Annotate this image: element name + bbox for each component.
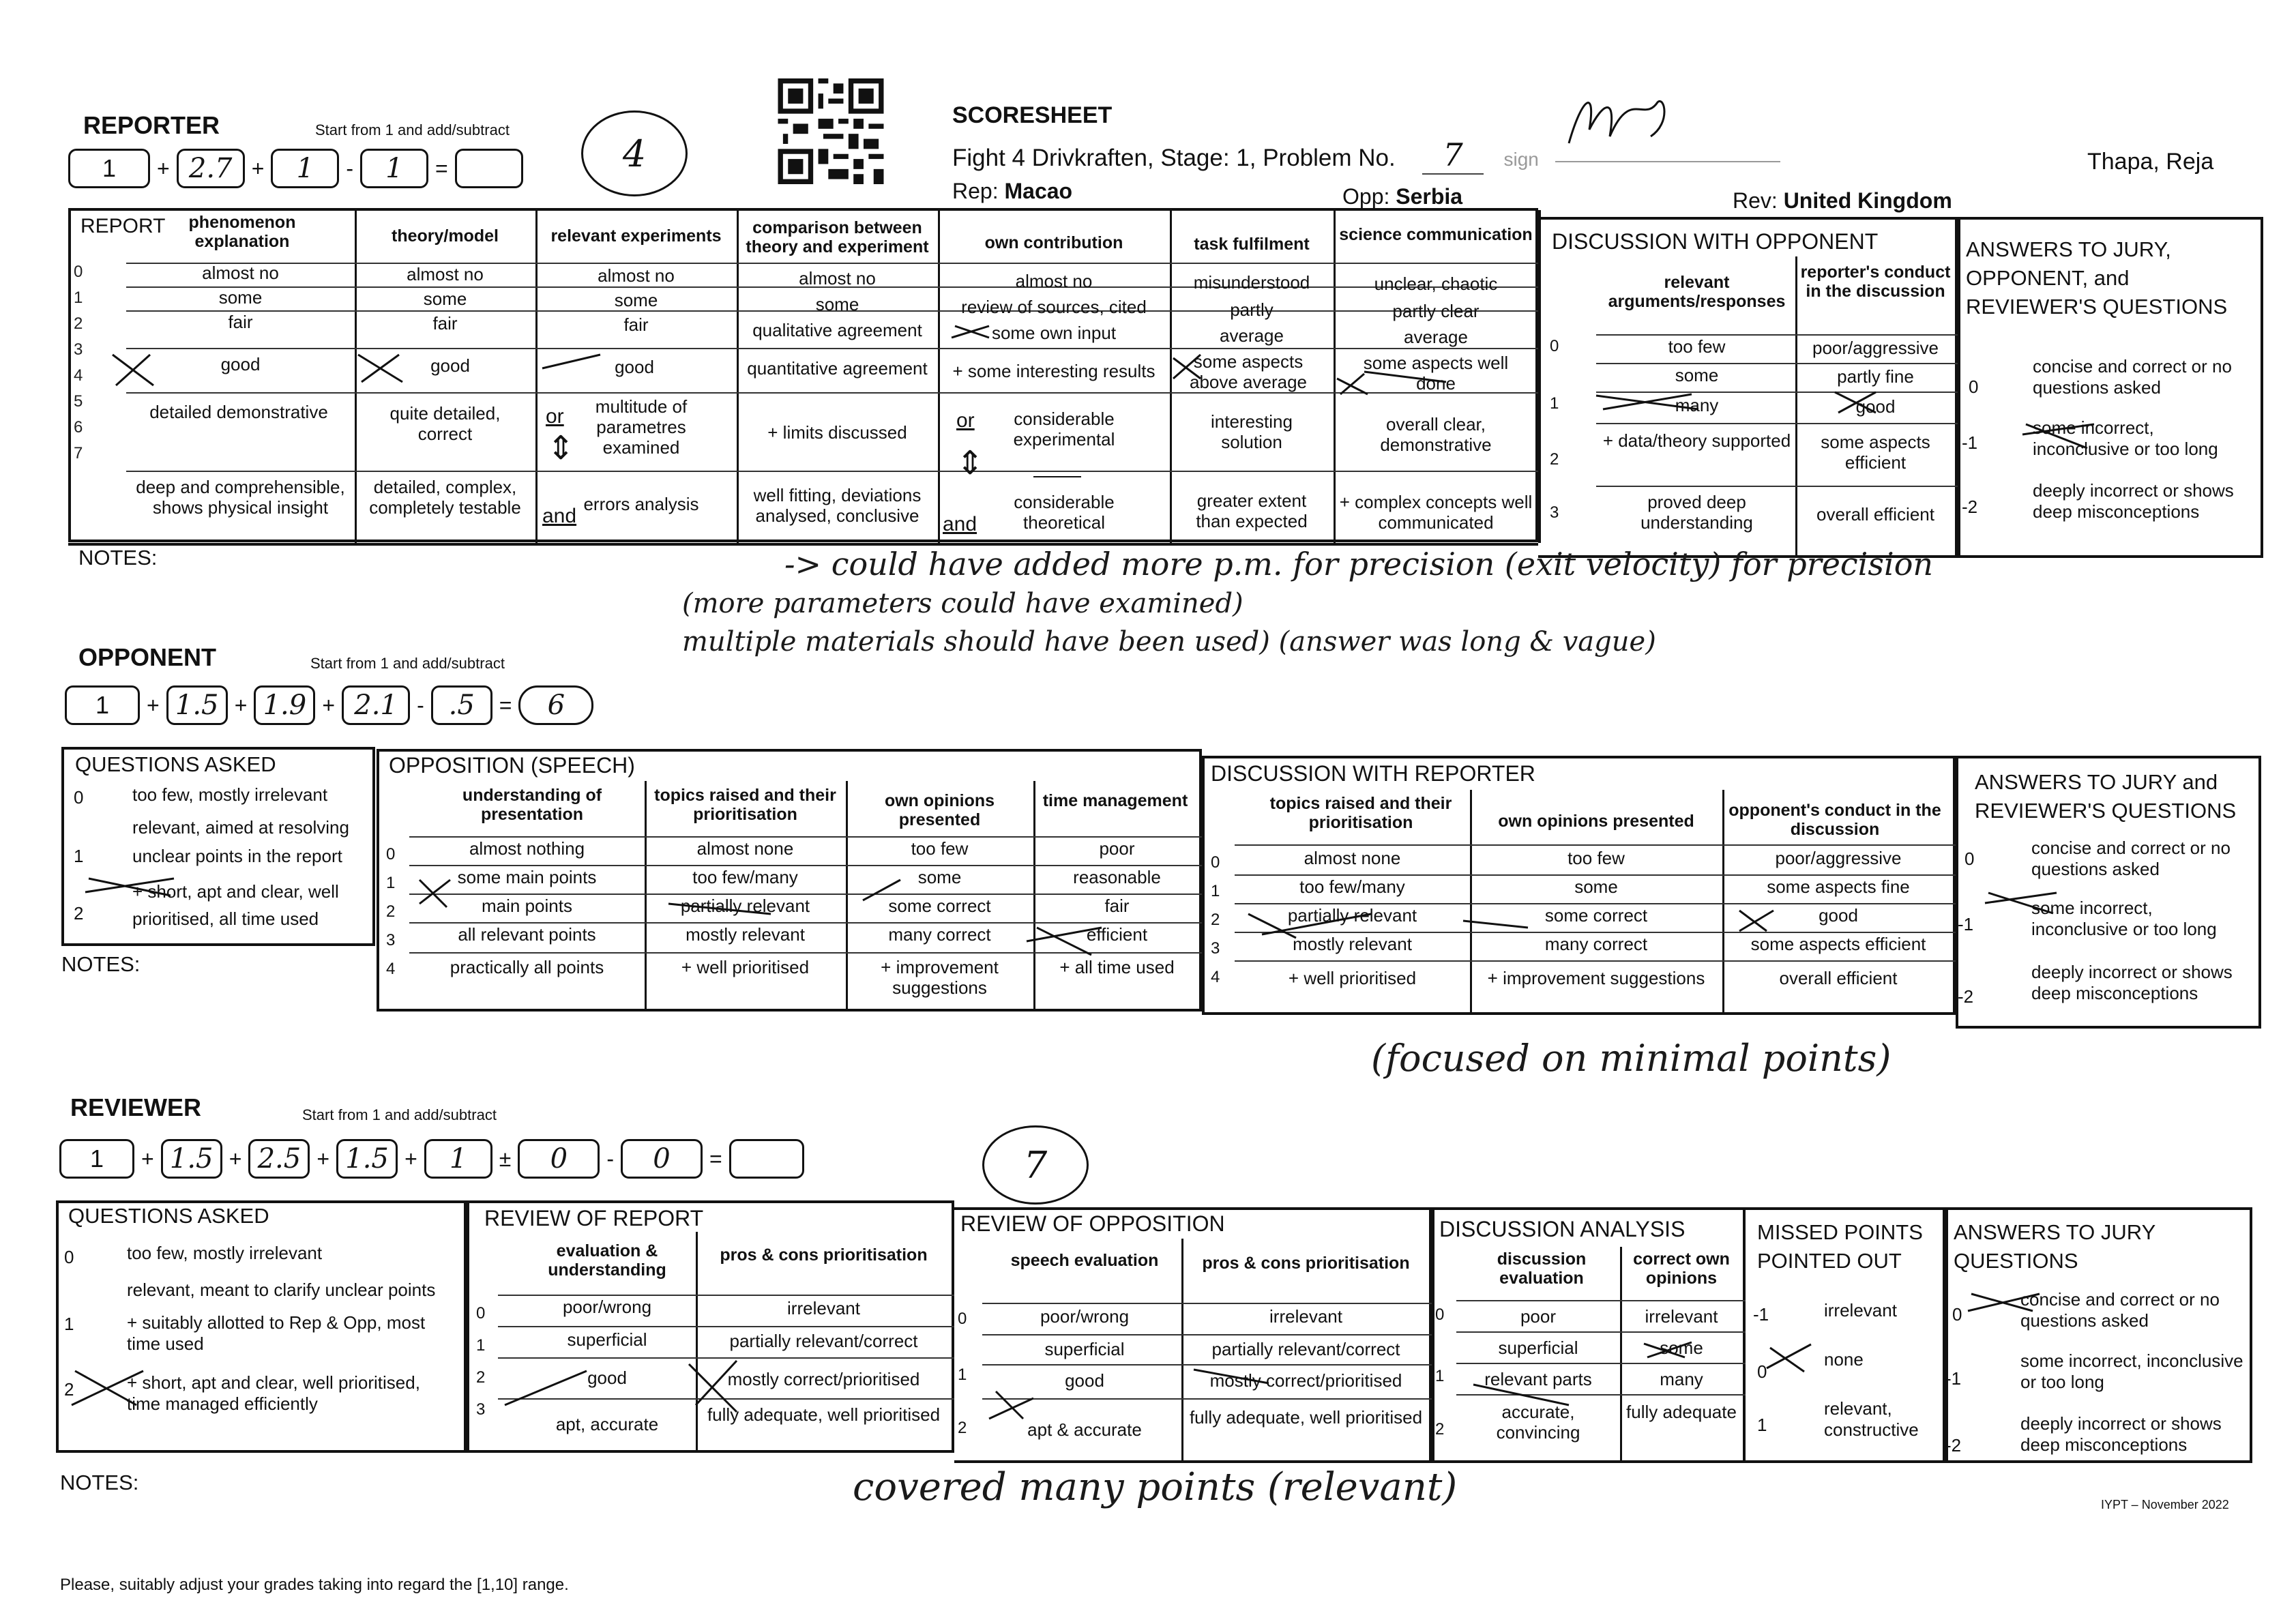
- cell-exp-2: fair: [623, 314, 649, 335]
- cell-contrib-3: + some interesting results: [952, 361, 1156, 381]
- plus-sign: +: [157, 156, 170, 181]
- ro2-0: irrelevant: [1269, 1306, 1342, 1327]
- cell-comp-4: + limits discussed: [767, 422, 907, 443]
- plus-sign: +: [141, 1146, 154, 1171]
- rev-q-grade-2: 1: [64, 1314, 74, 1334]
- discussion-reporter-cell: + well prioritised: [1288, 968, 1417, 988]
- cell-comp-5: well fitting, deviations analysed, conclusive: [753, 485, 922, 526]
- opponent-title: OPPONENT: [78, 643, 217, 671]
- rev-answers-mark: [1964, 1290, 2046, 1318]
- rev-ans-grade-0: 0: [1952, 1304, 1962, 1325]
- da-col1-head: discussion evaluation: [1497, 1250, 1587, 1288]
- reviewer-missed-box[interactable]: 0: [518, 1139, 600, 1179]
- opp-ans-text-0: concise and correct or no questions asked: [2031, 838, 2231, 880]
- opposition-cell: mostly relevant: [686, 924, 805, 945]
- rep-ans-grade-2: -2: [1962, 497, 1978, 517]
- cell-phenomenon-2: fair: [228, 312, 253, 332]
- opposition-cell: main points: [482, 896, 572, 916]
- rev-ans-text-0: concise and correct or no questions asked: [2020, 1289, 2220, 1331]
- da1-0: poor: [1520, 1306, 1557, 1327]
- reviewer-opposition-box[interactable]: 1.5: [336, 1139, 398, 1179]
- reviewer-result-box[interactable]: [729, 1139, 804, 1179]
- opponent-opposition-box[interactable]: 1.9: [254, 685, 315, 725]
- discussion-reporter-cell: poor/aggressive: [1775, 848, 1902, 868]
- disc1-1: some: [1675, 365, 1719, 385]
- cell-contrib-1: review of sources, cited: [961, 297, 1147, 317]
- opp-answers-title: ANSWERS TO JURY and REVIEWER'S QUESTIONS: [1975, 770, 2237, 823]
- reviewer-result-value: 7: [1023, 1143, 1048, 1187]
- opposition-cell: almost none: [696, 838, 794, 859]
- cell-phenomenon-4: detailed demonstrative: [149, 402, 328, 422]
- rev-ans-text-2: deeply incorrect or shows deep misconceptions: [2020, 1413, 2222, 1456]
- cell-comp-2: qualitative agreement: [752, 320, 922, 340]
- ro1-3: apt & accurate: [1027, 1419, 1142, 1440]
- col-head-contribution: own contribution: [984, 233, 1123, 252]
- opp-q-text-2: unclear points in the report: [132, 846, 342, 866]
- reporter-title: REPORTER: [83, 111, 220, 139]
- review-report-title: REVIEW OF REPORT: [484, 1206, 704, 1230]
- rr-col2-head: pros & cons prioritisation: [720, 1245, 928, 1265]
- grade-4: 4: [74, 366, 83, 385]
- plus-sign: +: [234, 692, 248, 718]
- opp-q-text-3: + short, apt and clear, well: [132, 881, 339, 902]
- reporter-note-3: multiple materials should have been used) (answer was long & vague): [682, 626, 1656, 658]
- cell-exp-3: good: [615, 357, 654, 377]
- opponent-questions-box[interactable]: 1.5: [166, 685, 228, 725]
- cell-comm-5: + complex concepts well communicated: [1339, 492, 1533, 533]
- cell-exp-4: multitude of parametres examined: [595, 396, 688, 458]
- ro2-1: partially relevant/correct: [1211, 1339, 1400, 1359]
- disc1-4: proved deep understanding: [1640, 492, 1753, 533]
- or-label: or: [546, 405, 564, 428]
- rev-q-grade-3: 2: [64, 1379, 74, 1400]
- opp-col-head-3: time management: [1042, 791, 1188, 810]
- ro1-0: poor/wrong: [1040, 1306, 1130, 1327]
- opp-ans-text-1: some incorrect, inconclusive or too long: [2031, 898, 2217, 940]
- plus-sign: +: [322, 692, 336, 718]
- opp-ans-text-2: deeply incorrect or shows deep misconceptions: [2031, 962, 2233, 1004]
- opposition-cell: some main points: [457, 867, 597, 887]
- rev-ans-text-1: some incorrect, inconclusive or too long: [2020, 1350, 2243, 1393]
- reporter-result-value: 4: [622, 132, 647, 175]
- grade-0: 0: [74, 263, 83, 281]
- rev-answers-title: ANSWERS TO JURY QUESTIONS: [1954, 1220, 2155, 1273]
- mp-grade-2: 1: [1757, 1415, 1767, 1435]
- opponent-answers-box[interactable]: .5: [431, 685, 492, 725]
- discussion-reporter-cell: almost none: [1304, 848, 1401, 868]
- cell-theory-4: quite detailed, correct: [389, 403, 501, 444]
- ro2-3: fully adequate, well prioritised: [1189, 1407, 1423, 1428]
- rr2-1: partially relevant/correct: [729, 1331, 918, 1351]
- cell-exp-0: almost no: [598, 265, 675, 286]
- row-line: [1456, 1300, 1746, 1301]
- rep-ans-text-1: some incorrect, inconclusive or too long: [2033, 417, 2218, 460]
- opponent-notes-label: NOTES:: [61, 952, 141, 976]
- scoresheet-title: SCORESHEET: [952, 102, 1113, 128]
- opponent-result-box[interactable]: 6: [518, 685, 593, 725]
- row-line: [1456, 1331, 1746, 1333]
- opp-answers-mark: [1982, 889, 2063, 917]
- disc1-0: too few: [1668, 336, 1726, 357]
- plus-sign: +: [317, 1146, 330, 1171]
- cell-theory-3: good: [430, 355, 470, 376]
- cell-comp-0: almost no: [799, 268, 876, 289]
- reporter-note-2: (more parameters could have examined): [682, 588, 1243, 619]
- opposition-cell: efficient: [1086, 924, 1148, 945]
- reporter-base-box[interactable]: 1: [68, 149, 150, 188]
- discussion-reporter-cell: some: [1574, 876, 1618, 897]
- sign-label: sign: [1503, 149, 1539, 170]
- discussion-reporter-cell: + improvement suggestions: [1487, 968, 1705, 988]
- reviewer-questions-box[interactable]: 1.5: [161, 1139, 222, 1179]
- review-opp-marks: [969, 1214, 1432, 1446]
- answers-mark: [2019, 417, 2101, 452]
- col-head-task: task fulfilment: [1194, 235, 1310, 254]
- cell-theory-2: fair: [432, 313, 458, 334]
- row-line: [498, 1295, 954, 1296]
- opponent-base-box[interactable]: 1: [65, 685, 140, 725]
- reviewer-note-1: covered many points (relevant): [853, 1465, 1458, 1509]
- disc-analysis-marks: [1460, 1337, 1746, 1419]
- row-line: [1235, 903, 1956, 904]
- col-head-theory: theory/model: [392, 226, 499, 246]
- opp-q-grade-4: 2: [74, 903, 84, 924]
- mp-text-2: relevant, constructive: [1824, 1398, 1919, 1441]
- ro-col2-head: pros & cons prioritisation: [1202, 1254, 1410, 1273]
- footer-edition: IYPT – November 2022: [2101, 1498, 2229, 1511]
- plus-sign: +: [404, 1146, 417, 1171]
- disc2-1: partly fine: [1837, 366, 1914, 387]
- rev-questions-title: QUESTIONS ASKED: [68, 1204, 269, 1228]
- grade-1: 1: [74, 289, 83, 307]
- reporter-start-note: Start from 1 and add/subtract: [315, 121, 510, 138]
- dr-col-head-2: opponent's conduct in the discussion: [1728, 801, 1941, 839]
- cell-task-5: greater extent than expected: [1196, 490, 1308, 531]
- cell-contrib-4: considerable experimental: [1013, 409, 1115, 449]
- rep-ans-text-0: concise and correct or no questions asked: [2033, 356, 2232, 398]
- cell-comp-3: quantitative agreement: [747, 358, 928, 379]
- rev-q-text-0: too few, mostly irrelevant: [127, 1243, 323, 1263]
- da1-2: relevant parts: [1484, 1369, 1592, 1389]
- opp-scale: 0 1 2 3 4: [386, 845, 396, 978]
- cell-comm-2: average: [1404, 327, 1468, 347]
- opponent-note-1: (focused on minimal points): [1371, 1037, 1892, 1080]
- discussion-reporter-cell: overall efficient: [1779, 968, 1898, 988]
- opposition-cell: poor: [1099, 838, 1135, 859]
- reviewer-start-note: Start from 1 and add/subtract: [302, 1106, 497, 1123]
- reporter-answers-title: ANSWERS TO JURY, OPPONENT, and REVIEWER'S QUESTIONS: [1966, 237, 2228, 319]
- missed-points-title: MISSED POINTS POINTED OUT: [1757, 1220, 1923, 1273]
- cell-phenomenon-1: some: [218, 287, 263, 308]
- opposition-cell: partially relevant: [680, 896, 810, 916]
- discussion-reporter-cell: some aspects efficient: [1750, 934, 1926, 954]
- rr1-2: good: [587, 1368, 627, 1388]
- opponent-formula: [65, 685, 593, 725]
- row-line: [1596, 363, 1958, 364]
- plus-sign: +: [229, 1146, 242, 1171]
- minus-sign: -: [346, 156, 354, 181]
- ro1-2: good: [1065, 1370, 1104, 1391]
- dr-col-head-1: own opinions presented: [1498, 812, 1694, 831]
- cell-task-0: misunderstood: [1193, 272, 1310, 293]
- equals-sign: =: [499, 692, 512, 718]
- opposition-cell: all relevant points: [458, 924, 596, 945]
- opposition-cell: reasonable: [1073, 867, 1161, 887]
- disc-analysis-title: DISCUSSION ANALYSIS: [1439, 1217, 1686, 1241]
- juror-name: Thapa, Reja: [2087, 149, 2214, 175]
- discussion-reporter-cell: mostly relevant: [1293, 934, 1412, 954]
- da1-3: accurate, convincing: [1496, 1402, 1580, 1443]
- opp-q-text-0: too few, mostly irrelevant: [132, 784, 328, 805]
- reviewer-notes-label: NOTES:: [60, 1471, 139, 1494]
- reviewer-formula: [59, 1139, 804, 1179]
- disc2-3: some aspects efficient: [1821, 432, 1930, 473]
- rr2-0: irrelevant: [787, 1298, 860, 1318]
- grade-7: 7: [74, 444, 83, 462]
- cell-contrib-5: considerable theoretical: [1014, 492, 1115, 533]
- cell-phenomenon-5: deep and comprehensible, shows physical insight: [136, 477, 345, 518]
- rev-team: Rev: United Kingdom: [1733, 188, 1952, 213]
- reviewer-answers-box[interactable]: 0: [621, 1139, 703, 1179]
- reporter-grade-box[interactable]: 2.7: [177, 149, 245, 188]
- da-col2-head: correct own opinions: [1633, 1250, 1730, 1288]
- cell-phenomenon-3: good: [220, 354, 261, 374]
- opponent-discussion-box[interactable]: 2.1: [342, 685, 410, 725]
- mp-text-1: none: [1824, 1349, 1864, 1370]
- discussion-reporter-cell: some aspects fine: [1767, 876, 1910, 897]
- opp-q-grade-0: 0: [74, 787, 84, 808]
- cell-task-4: interesting solution: [1211, 411, 1293, 452]
- row-line: [1596, 486, 1958, 487]
- cell-task-3: some aspects above average: [1189, 351, 1308, 392]
- review-opp-title: REVIEW OF OPPOSITION: [960, 1211, 1225, 1236]
- reporter-note-1: -> could have added more p.m. for precision (exit velocity) for precision: [784, 546, 1934, 582]
- or-label: or: [956, 409, 975, 432]
- opponent-start-note: Start from 1 and add/subtract: [310, 655, 505, 672]
- disc2-4: overall efficient: [1816, 504, 1934, 525]
- row-line: [1235, 844, 1956, 846]
- cell-comm-3: some aspects well done: [1363, 353, 1509, 394]
- minus-sign: -: [417, 692, 424, 718]
- cell-task-1: partly: [1230, 299, 1274, 320]
- opp-q-text-1: relevant, aimed at resolving: [132, 817, 349, 838]
- discussion-reporter-cell: too few: [1568, 848, 1625, 868]
- row-line: [498, 1326, 954, 1327]
- opposition-cell: + improvement suggestions: [881, 957, 999, 998]
- opposition-marks: [382, 873, 1201, 969]
- col-head-experiments: relevant experiments: [550, 226, 722, 246]
- and-label: and: [542, 505, 577, 527]
- disc2-0: poor/aggressive: [1812, 338, 1939, 358]
- and-label: and: [943, 513, 977, 535]
- discussion-title: DISCUSSION WITH OPPONENT: [1552, 229, 1879, 254]
- opposition-cell: + all time used: [1059, 957, 1175, 977]
- col-head-communication: science communication: [1339, 225, 1533, 244]
- cell-comm-1: partly clear: [1392, 301, 1480, 321]
- cell-theory-1: some: [423, 289, 467, 309]
- cell-comm-4: overall clear, demonstrative: [1380, 414, 1492, 455]
- opposition-cell: practically all points: [450, 957, 604, 977]
- dr-col-head-0: topics raised and their prioritisation: [1269, 794, 1452, 832]
- mp-text-0: irrelevant: [1824, 1300, 1897, 1320]
- cell-phenomenon-0: almost no: [202, 263, 279, 283]
- opposition-cell: + well prioritised: [681, 957, 810, 977]
- opposition-title: OPPOSITION (SPEECH): [389, 753, 635, 778]
- discussion-col2-head: reporter's conduct in the discussion: [1800, 263, 1951, 301]
- plus-minus-sign: ±: [499, 1146, 512, 1171]
- da2-3: fully adequate: [1626, 1402, 1737, 1422]
- opp-questions-mark: [82, 872, 177, 899]
- problem-number: 7: [1422, 136, 1483, 175]
- rev-q-text-3: + short, apt and clear, well prioritised, time managed efficiently: [127, 1372, 420, 1415]
- report-table-title: REPORT: [80, 215, 166, 237]
- mp-grade-0: -1: [1753, 1304, 1769, 1325]
- reviewer-title: REVIEWER: [70, 1093, 202, 1121]
- reviewer-report-box[interactable]: 2.5: [248, 1139, 310, 1179]
- rev-q-text-2: + suitably allotted to Rep & Opp, most time used: [127, 1312, 426, 1355]
- reporter-notes-label: NOTES:: [78, 546, 158, 570]
- rr2-2: mostly correct/prioritised: [727, 1369, 920, 1389]
- dr-scale: 0 1 2 3 4: [1211, 853, 1220, 986]
- opp-q-grade-2: 1: [74, 846, 84, 866]
- ro-col1-head: speech evaluation: [1010, 1251, 1159, 1270]
- reviewer-discussion-box[interactable]: 1: [424, 1139, 492, 1179]
- cell-theory-0: almost no: [407, 264, 484, 284]
- opposition-cell: too few/many: [692, 867, 798, 887]
- cell-contrib-2: some own input: [991, 323, 1117, 343]
- opp-col-head-2: own opinions presented: [884, 791, 995, 829]
- rep-ans-grade-0: 0: [1969, 377, 1979, 397]
- cell-exp-1: some: [614, 290, 658, 310]
- da1-1: superficial: [1498, 1338, 1578, 1358]
- rev-ans-grade-1: -1: [1945, 1368, 1962, 1389]
- row-line: [1596, 334, 1958, 336]
- discussion-col1-head: relevant arguments/responses: [1608, 273, 1786, 311]
- grade-5: 5: [74, 392, 83, 411]
- cell-exp-5: errors analysis: [583, 494, 699, 514]
- reviewer-result-circle: [982, 1125, 1089, 1205]
- row-line: [1235, 874, 1956, 876]
- col-head-comparison: comparison between theory and experiment: [746, 218, 929, 256]
- opposition-cell: many correct: [888, 924, 991, 945]
- rev-q-grade-0: 0: [64, 1247, 74, 1267]
- plus-sign: +: [251, 156, 265, 181]
- cell-comp-1: some: [815, 294, 859, 314]
- row-line: [409, 836, 1202, 838]
- opposition-cell: some: [917, 867, 962, 887]
- cell-comm-0: unclear, chaotic: [1374, 274, 1498, 294]
- disc-rep-title: DISCUSSION WITH REPORTER: [1211, 761, 1535, 786]
- cell-task-2: average: [1220, 325, 1284, 346]
- rr1-1: superficial: [567, 1329, 647, 1350]
- cell-contrib-0: almost no: [1015, 271, 1093, 291]
- opposition-cell: fair: [1104, 896, 1130, 916]
- opposition-cell: some correct: [888, 896, 991, 916]
- discussion-reporter-cell: many correct: [1544, 934, 1648, 954]
- opp-questions-title: QUESTIONS ASKED: [75, 752, 276, 776]
- footer-instruction: Please, suitably adjust your grades taking into regard the [1,10] range.: [60, 1576, 569, 1594]
- reporter-discussion-box[interactable]: 1: [271, 149, 339, 188]
- opposition-cell: too few: [911, 838, 969, 859]
- discussion-reporter-cell: too few/many: [1299, 876, 1405, 897]
- review-report-marks: [491, 1357, 955, 1419]
- row-line: [409, 865, 1202, 866]
- equals-sign: =: [709, 1146, 722, 1171]
- discussion-reporter-cell: some correct: [1544, 905, 1648, 926]
- opp-ans-grade-1: -1: [1958, 914, 1974, 934]
- ro1-1: superficial: [1044, 1339, 1125, 1359]
- col-head-phenomenon: phenomenon explanation: [188, 213, 296, 251]
- fight-line-text: Fight 4 Drivkraften, Stage: 1, Problem No.: [952, 145, 1396, 171]
- opp-col-head-0: understanding of presentation: [462, 786, 602, 824]
- discussion-reporter-cell: partially relevant: [1287, 905, 1417, 926]
- mp-grade-1: 0: [1757, 1361, 1767, 1382]
- row-line: [1596, 423, 1958, 424]
- opp-q-text-4: prioritised, all time used: [132, 909, 319, 929]
- rr-scale: 0 1 2 3: [476, 1304, 486, 1419]
- rep-ans-grade-1: -1: [1962, 432, 1978, 453]
- discussion-reporter-cell: good: [1819, 905, 1858, 926]
- rep-ans-text-2: deeply incorrect or shows deep misconceptions: [2033, 480, 2234, 522]
- grade-2: 2: [74, 314, 83, 333]
- da2-0: irrelevant: [1645, 1306, 1718, 1327]
- rep-team: Rep: Macao: [952, 179, 1073, 203]
- disc1-3: + data/theory supported: [1602, 430, 1791, 451]
- rev-questions-mark: [68, 1364, 150, 1412]
- cell-theory-5: detailed, complex, completely testable: [369, 477, 521, 518]
- opp-col-head-1: topics raised and their prioritisation: [654, 786, 836, 824]
- opp-ans-grade-2: -2: [1958, 986, 1974, 1007]
- opp-team: Opp: Serbia: [1342, 184, 1463, 209]
- rev-ans-grade-2: -2: [1945, 1435, 1962, 1456]
- rev-q-text-1: relevant, meant to clarify unclear points: [127, 1280, 436, 1300]
- rr1-0: poor/wrong: [562, 1297, 652, 1317]
- double-arrow-icon: ⇕: [547, 430, 575, 467]
- disc-rep-marks: [1221, 907, 1974, 962]
- rr2-3: fully adequate, well prioritised: [707, 1404, 941, 1425]
- da2-1: some: [1660, 1338, 1703, 1358]
- equals-sign: =: [435, 156, 448, 181]
- opp-ans-grade-0: 0: [1964, 848, 1975, 869]
- grade-3: 3: [74, 340, 83, 359]
- disc2-2: good: [1855, 396, 1896, 417]
- rr-col1-head: evaluation & understanding: [548, 1241, 666, 1280]
- reporter-answers-box[interactable]: 1: [360, 149, 428, 188]
- reviewer-base-box[interactable]: 1: [59, 1139, 134, 1179]
- minus-sign: -: [606, 1146, 614, 1171]
- ro2-2: mostly correct/prioritised: [1209, 1370, 1402, 1391]
- double-arrow-icon: ⇕: [956, 445, 984, 482]
- disc1-2: many: [1675, 395, 1719, 415]
- plus-sign: +: [147, 692, 160, 718]
- grade-6: 6: [74, 418, 83, 437]
- rr1-3: apt, accurate: [555, 1414, 659, 1434]
- discussion-marks: [1589, 382, 1917, 423]
- da2-2: many: [1660, 1369, 1703, 1389]
- opposition-cell: almost nothing: [469, 838, 585, 859]
- missed-points-mark: [1763, 1341, 1845, 1375]
